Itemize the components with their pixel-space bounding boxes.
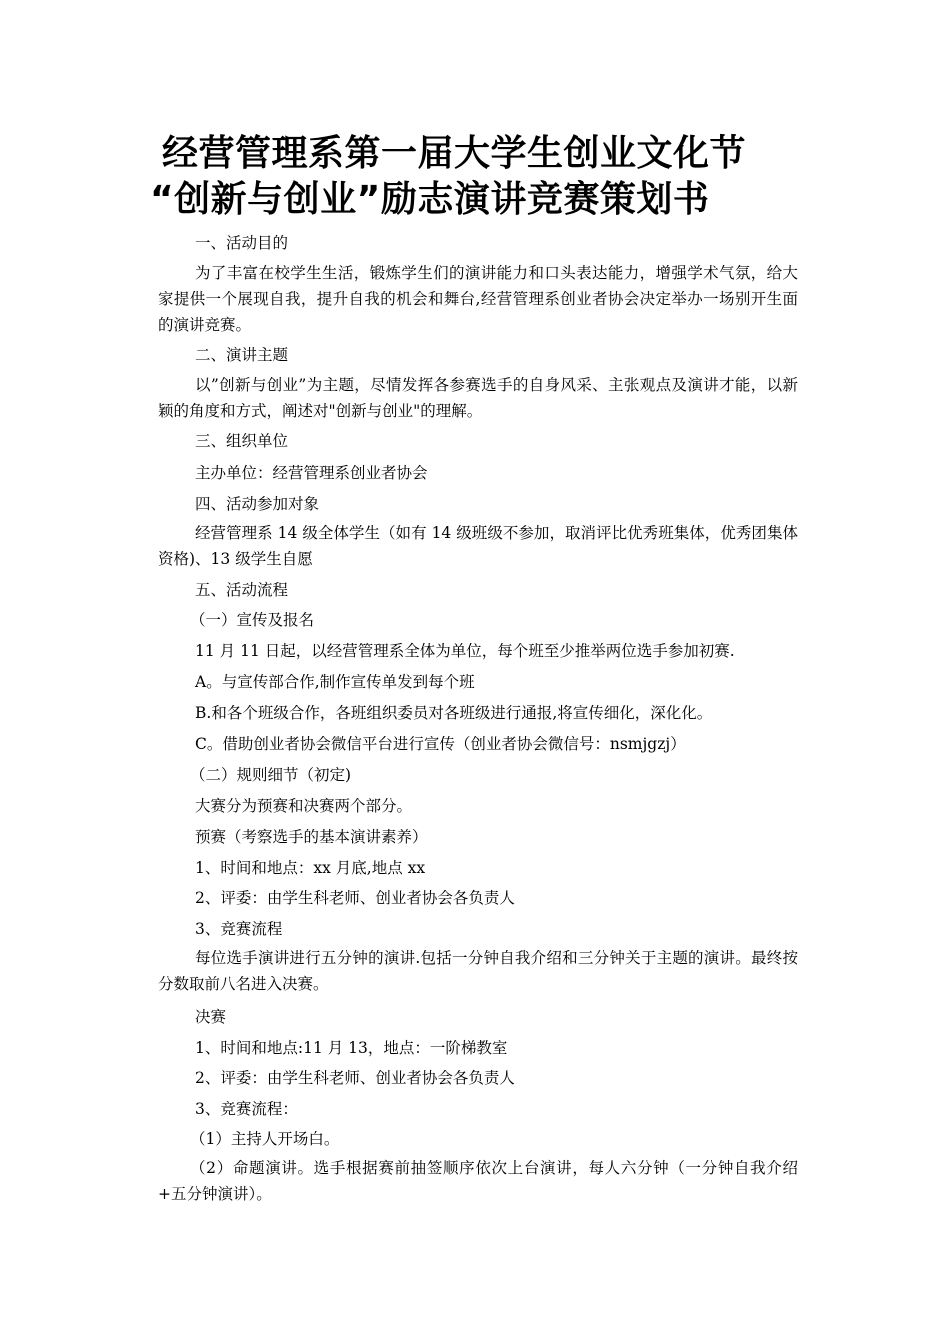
final-procedure-2: （2）命题演讲。选手根据赛前抽签顺序依次上台演讲，每人六分钟（一分钟自我介绍+五分钟演讲）。 — [158, 1159, 798, 1203]
document-title-line-2: “创新与创业”励志演讲竞赛策划书 — [150, 179, 710, 220]
final-item-3: 3、竞赛流程： — [195, 1100, 298, 1118]
promotion-item-b: B.和各个班级合作，各班组织委员对各班级进行通报,将宣传细化，深化化。 — [195, 704, 713, 722]
section-body-theme: 以”创新与创业”为主题，尽情发挥各参赛选手的自身风采、主张观点及演讲才能，以新颖的角度和方式，阐述对"创新与创业"的理解。 — [158, 376, 798, 420]
prelim-item-1: 1、时间和地点：xx 月底,地点 xx — [195, 859, 426, 877]
prelim-body: 每位选手演讲进行五分钟的演讲.包括一分钟自我介绍和三分钟关于主题的演讲。最终按分数取前八名进入决赛。 — [158, 949, 798, 993]
document-title-line-1: 经营管理系第一届大学生创业文化节 — [162, 133, 747, 174]
section-body-purpose: 为了丰富在校学生生活，锻炼学生们的演讲能力和口头表达能力，增强学术气氛，给大家提供一个展现自我，提升自我的机会和舞台,经营管理系创业者协会决定举办一场别开生面的演讲竞赛。 — [158, 264, 798, 334]
prelim-item-2: 2、评委：由学生科老师、创业者协会各负责人 — [195, 889, 515, 907]
section-heading-theme: 二、演讲主题 — [195, 346, 289, 364]
subsection-heading-rules: （二）规则细节（初定) — [190, 766, 352, 784]
section-body-organizer: 主办单位：经营管理系创业者协会 — [195, 464, 428, 482]
prelim-item-3: 3、竞赛流程 — [195, 920, 283, 938]
final-item-1: 1、时间和地点:11 月 13，地点：一阶梯教室 — [195, 1039, 508, 1057]
section-heading-process: 五、活动流程 — [195, 581, 289, 599]
rules-text: 大赛分为预赛和决赛两个部分。 — [195, 797, 413, 815]
final-heading: 决赛 — [195, 1008, 227, 1026]
final-item-2: 2、评委：由学生科老师、创业者协会各负责人 — [195, 1069, 515, 1087]
prelim-heading: 预赛（考察选手的基本演讲素养） — [195, 828, 428, 846]
section-heading-organizer: 三、组织单位 — [195, 432, 289, 450]
final-procedure-1: （1）主持人开场白。 — [190, 1130, 340, 1148]
promotion-item-a: A。与宣传部合作,制作宣传单发到每个班 — [195, 673, 475, 691]
section-heading-purpose: 一、活动目的 — [195, 234, 289, 252]
section-body-participants: 经营管理系 14 级全体学生（如有 14 级班级不参加，取消评比优秀班集体，优秀团集体资格)、13 级学生自愿 — [158, 524, 798, 568]
promotion-item-c: C。借助创业者协会微信平台进行宣传（创业者协会微信号：nsmjgzj） — [195, 735, 686, 753]
promotion-text: 11 月 11 日起，以经营管理系全体为单位，每个班至少推举两位选手参加初赛. — [195, 642, 735, 660]
subsection-heading-promotion: （一）宣传及报名 — [190, 611, 315, 629]
section-heading-participants: 四、活动参加对象 — [195, 495, 320, 513]
